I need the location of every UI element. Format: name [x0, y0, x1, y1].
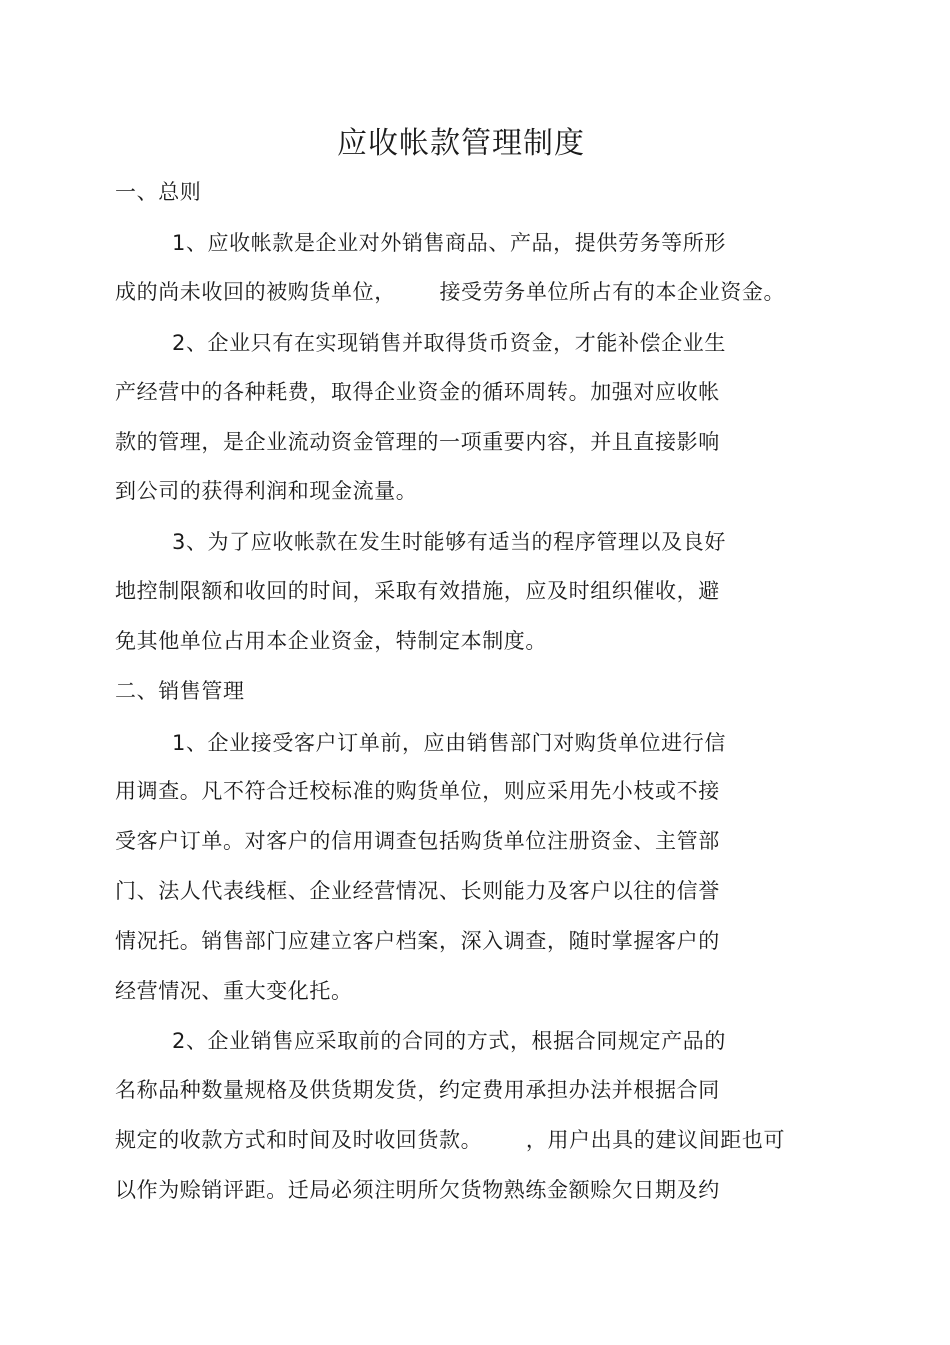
paragraph-line: 经营情况、重大变化托。: [115, 979, 353, 1003]
paragraph-line: 款的管理，是企业流动资金管理的一项重要内容，并且直接影响: [115, 430, 720, 454]
paragraph-line: 门、法人代表线框、企业经营情况、长则能力及客户以往的信誉: [115, 879, 720, 903]
paragraph-line: 名称品种数量规格及供货期发货，约定费用承担办法并根据合同: [115, 1078, 720, 1102]
paragraph-line: 规定的收款方式和时间及时收回货款。 ，用户出具的建议间距也可: [115, 1128, 786, 1152]
paragraph-line: 成的尚未收回的被购货单位， 接受劳务单位所占有的本企业资金。: [115, 280, 786, 304]
section-heading-general: 一、总则: [115, 180, 202, 204]
paragraph-line: 1、企业接受客户订单前，应由销售部门对购货单位进行信: [172, 731, 726, 755]
paragraph-line: 产经营中的各种耗费，取得企业资金的循环周转。加强对应收帐: [115, 380, 720, 404]
paragraph-line: 以作为赊销评距。迁局必须注明所欠货物熟练金额赊欠日期及约: [115, 1178, 720, 1202]
paragraph-line: 地控制限额和收回的时间，采取有效措施，应及时组织催收，避: [115, 579, 720, 603]
paragraph-line: 2、企业只有在实现销售并取得货币资金，才能补偿企业生: [172, 331, 726, 355]
paragraph-line: 2、企业销售应采取前的合同的方式，根据合同规定产品的: [172, 1029, 726, 1053]
paragraph-line: 1、应收帐款是企业对外销售商品、产品，提供劳务等所形: [172, 231, 726, 255]
paragraph-line: 3、为了应收帐款在发生时能够有适当的程序管理以及良好: [172, 530, 726, 554]
section-heading-sales: 二、销售管理: [115, 679, 245, 703]
paragraph-line: 情况托。销售部门应建立客户档案，深入调查，随时掌握客户的: [115, 929, 720, 953]
document-title: 应收帐款管理制度: [337, 126, 585, 161]
paragraph-line: 受客户订单。对客户的信用调查包括购货单位注册资金、主管部: [115, 829, 720, 853]
paragraph-line: 免其他单位占用本企业资金，特制定本制度。: [115, 629, 547, 653]
paragraph-line: 到公司的获得利润和现金流量。: [115, 479, 418, 503]
paragraph-line: 用调查。凡不符合迁校标准的购货单位，则应采用先小枝或不接: [115, 779, 720, 803]
